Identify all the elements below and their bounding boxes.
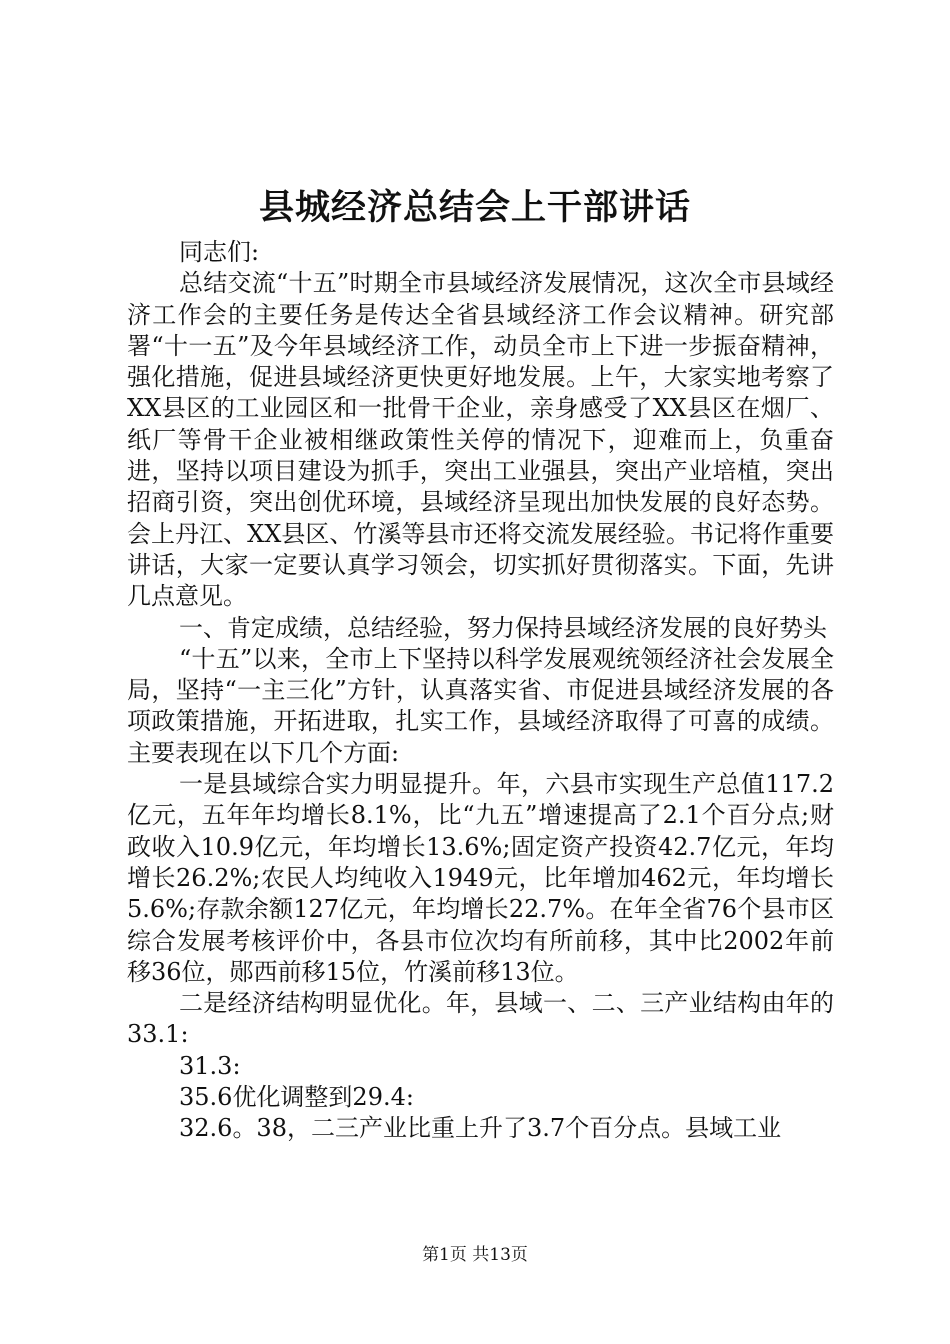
document-title: 县城经济总结会上干部讲话: [258, 187, 691, 228]
page-number: 第1页 共13页: [422, 1245, 528, 1265]
salutation: 同志们:: [179, 238, 260, 266]
paragraph-strength: 一是县域综合实力明显提升。年，六县市实现生产总值117.2亿元，五年年均增长8.1%，比“九五”增速提高了2.1个百分点;财政收入10.9亿元，年均增长13.6%;固定资产投资42.7亿元，年均增长26.2%;农民人均纯收入1949元，比年增加462元，年均增长5.6%;存款余额127亿元，年均增长22.7%。在年全省76个县市区综合发展考核评价中，各县市位次均有所前移，其中比2002年前移36位，郧西前移15位，竹溪前移13位。: [127, 770, 834, 986]
ratio-line-2: 35.6优化调整到29.4:: [179, 1083, 414, 1112]
document-body: [127, 237, 834, 1145]
paragraph-achievements: “十五”以来，全市上下坚持以科学发展观统领经济社会发展全局，坚持“一主三化”方针，认真落实省、市促进县域经济发展的各项政策措施，开拓进取，扎实工作，县域经济取得了可喜的成绩。主要表现在以下几个方面:: [127, 644, 834, 767]
section-heading-1: 一、肯定成绩，总结经验，努力保持县域经济发展的良好势头: [179, 613, 827, 642]
paragraph-intro: 总结交流“十五”时期全市县域经济发展情况，这次全市县域经济工作会的主要任务是传达全省县域经济工作会议精神。研究部署“十一五”及今年县域经济工作，动员全市上下进一步振奋精神，强化措施，促进县域经济更快更好地发展。上午，大家实地考察了XX县区的工业园区和一批骨干企业，亲身感受了XX县区在烟厂、纸厂等骨干企业被相继政策性关停的情况下，迎难而上，负重奋进，坚持以项目建设为抓手，突出工业强县，突出产业培植，突出招商引资，突出创优环境，县域经济呈现出加快发展的良好态势。会上丹江、XX县区、竹溪等县市还将交流发展经验。书记将作重要讲话，大家一定要认真学习领会，切实抓好贯彻落实。下面，先讲几点意见。: [127, 269, 834, 611]
paragraph-continued: 32.6。38，二三产业比重上升了3.7个百分点。县域工业: [179, 1114, 782, 1143]
ratio-line-1: 31.3:: [179, 1051, 241, 1080]
paragraph-structure: 二是经济结构明显优化。年，县域一、二、三产业结构由年的33.1:: [127, 989, 834, 1049]
